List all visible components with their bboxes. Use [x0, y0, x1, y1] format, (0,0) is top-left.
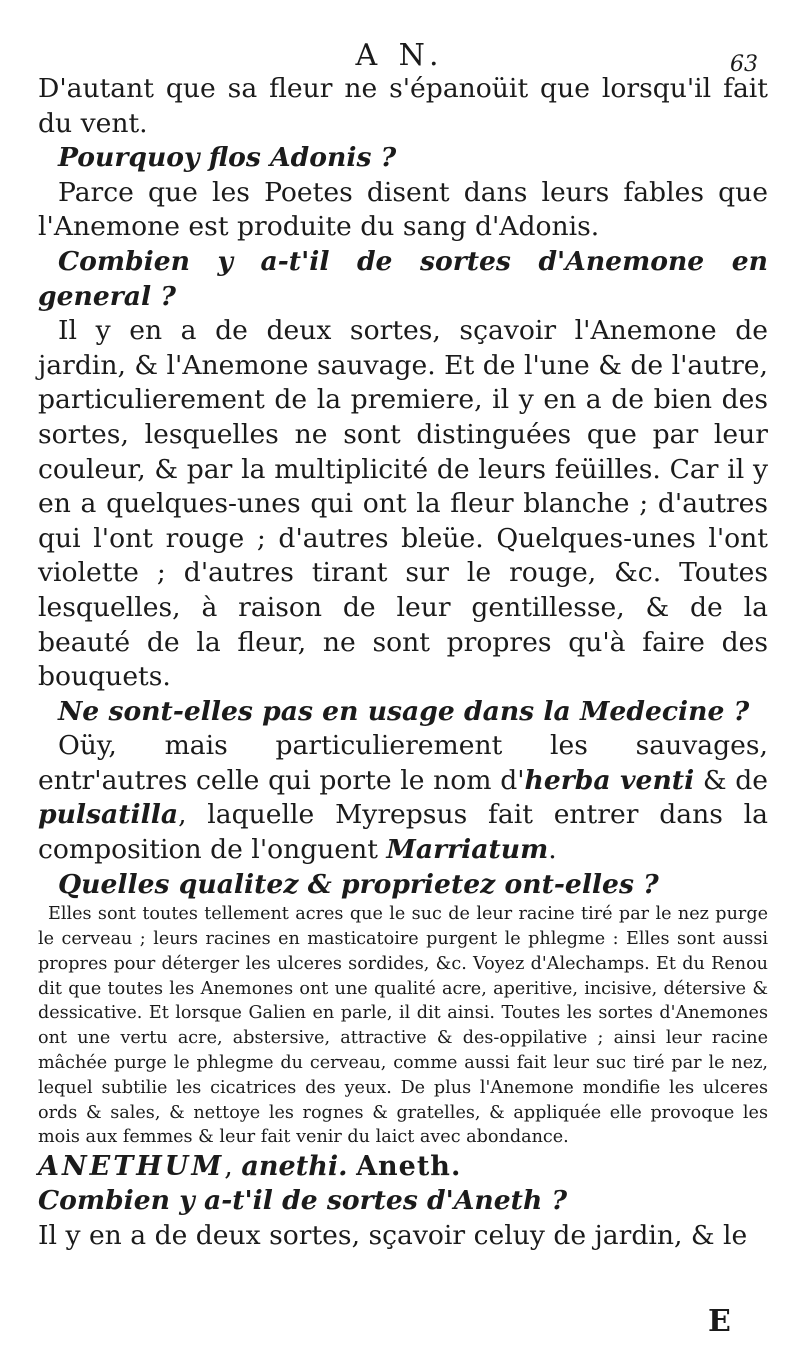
answer-paragraph: Il y en a de deux sortes, sçavoir celuy de jardin, & le [38, 1219, 748, 1251]
question-line: Combien y a-t'il de sortes d'Aneth ? [38, 1185, 568, 1217]
entry-heading: ANETHUM, anethi. Aneth. [38, 1151, 462, 1183]
question-line: Combien y a-t'il de sortes d'Anemone en general ? [38, 245, 768, 312]
catchword: E [708, 1304, 731, 1339]
answer-paragraph: Il y en a de deux sortes, sçavoir l'Anemone de jardin, & l'Anemone sauvage. Et de l'une & de l'autre, particulierement de la premiere, il y en a de bien des sortes, lesquelles ne sont distinguées que par leur couleur, & par la multiplicité de leurs feüilles. Car il y en a quelques-unes qui ont la fleur blanche ; d'autres qui l'ont rouge ; d'autres bleüe. Quelques-unes l'ont violette ; d'autres tirant sur le rouge, &c. Toutes lesquelles, à raison de leur gentillesse, & de la beauté de la fleur, ne sont propres qu'à faire des bouquets. [38, 315, 768, 693]
page-number: 63 [730, 52, 758, 77]
small-print-paragraph: Elles sont toutes tellement acres que le suc de leur racine tiré par le nez purge le cerveau ; leurs racines en masticatoire purgent le phlegme : Elles sont aussi propres pour déterger les ulceres sordides, &c. Voyez d'Alechamps. Et du Renou dit que toutes les Anemones ont une qualité acre, aperitive, incisive, détersive & dessicative. Et lorsque Galien en parle, il dit ainsi. Toutes les sortes d'Anemones ont une vertu acre, abstersive, attractive & des-oppilative ; ainsi leur racine mâchée purge le phlegme du cerveau, comme aussi fait leur suc tiré par le nez, lequel subtilie les cicatrices des yeux. De plus l'Anemone mondifie les ulceres ords & sales, & nettoye les rognes & gratelles, & appliquée elle provoque les mois aux femmes & leur fait venir du laict avec abondance. [38, 904, 768, 1148]
question-line: Ne sont-elles pas en usage dans la Medecine ? [58, 695, 750, 727]
running-head: A N. [355, 38, 445, 73]
heading-caps: ANETHUM [38, 1151, 225, 1183]
body-text [38, 72, 768, 1253]
heading-latin: anethi. [241, 1151, 348, 1183]
latin-term: Marriatum [386, 834, 549, 866]
latin-term: herba venti [524, 764, 695, 796]
question-line: Quelles qualitez & proprietez ont-elles ? [58, 868, 659, 900]
answer-text: & de [694, 764, 768, 796]
latin-term: pulsatilla [38, 799, 179, 831]
answer-paragraph: Parce que les Poetes disent dans leurs fables que l'Anemone est produite du sang d'Adonis. [38, 176, 768, 243]
answer-text: Oüy, mais particulierement les sauvages, entr'autres celle qui porte le nom d' [38, 730, 768, 796]
answer-paragraph [38, 729, 768, 867]
answer-paragraph: D'autant que sa fleur ne s'épanoüit que lorsqu'il fait du vent. [38, 73, 768, 139]
answer-text: . [548, 834, 557, 866]
heading-french: Aneth. [356, 1151, 462, 1183]
answer-text: , laquelle Myrepsus fait entrer dans la composition de l'onguent [38, 799, 768, 866]
question-line: Pourquoy flos Adonis ? [58, 142, 397, 174]
